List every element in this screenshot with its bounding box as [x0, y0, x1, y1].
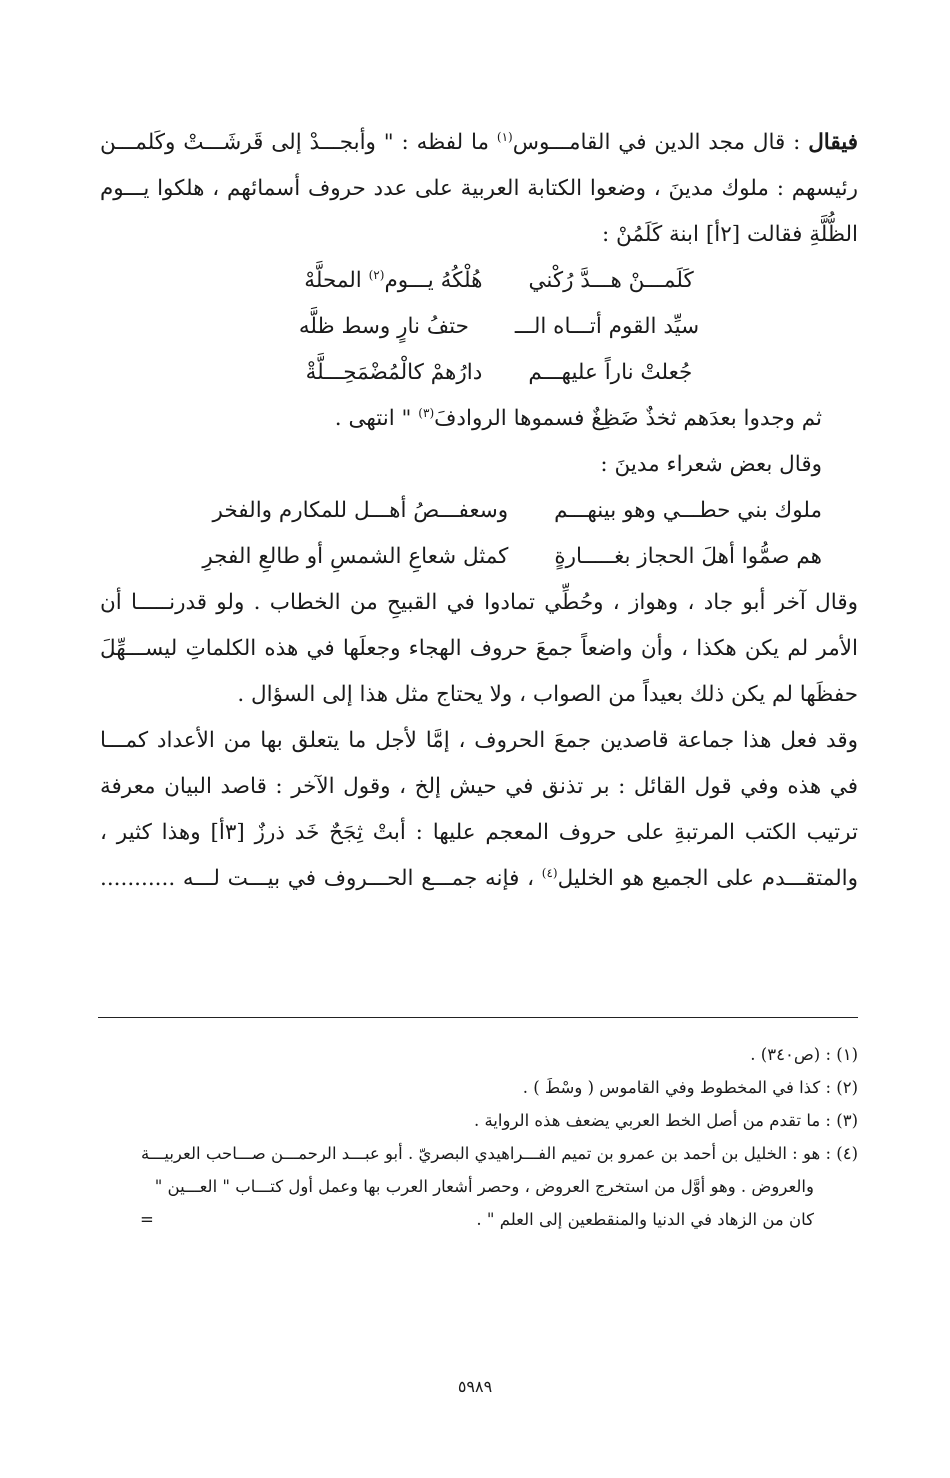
hemistich-right: ملوك بني حطـــي وهو بينهـــم [554, 498, 822, 523]
footnote-4-continuation: والعروض . وهو أوَّل من استخرج العروض ، وحصر أشعار العرب بها وعمل أول كتـــاب " العـــين " [154, 1177, 814, 1196]
hemistich-left: هُلْكُهُ يـــوم$^{(٢)}$ المحلَّهْ [304, 267, 483, 293]
hemistich-left: دارُهمْ كالْمُضْمَحِـــلَّةْ [305, 360, 483, 385]
paragraph-4: وقال آخر أبو جاد ، وهواز ، وحُطِّي تمادوا في القبيحِ من الخطاب . ولو قدرنـــــا أن الأمر لم يكن هكذا ، وأن واضعاً جمعَ حروف الهجاء وجعلَها في هذه الكلماتِ ليســـهِّلَ حفظَها لم يكن ذلك بعيداً من الصواب ، ولا يحتاج مثل هذا إلى السؤال . [100, 590, 858, 707]
page-number: ٥٩٨٩ [457, 1377, 493, 1396]
verse-line [100, 350, 858, 396]
footnotes [100, 1038, 858, 1236]
footnote-1: (١) : (ص٣٤٠) . [750, 1045, 858, 1064]
verse-line [100, 488, 858, 534]
hemistich-left: حتفُ نارٍ وسط ظلَّه [298, 314, 469, 339]
paragraph-1 [100, 120, 858, 258]
hemistich-left: كمثل شعاعِ الشمسِ أو طالعِ الفجرِ [202, 544, 509, 569]
paragraph-3: وقال بعض شعراء مدينَ : [600, 452, 822, 477]
paragraph-1-text-a: : قال مجد الدين في القامـــوس [512, 130, 809, 155]
paragraph-5: وقد فعل هذا جماعة قاصدين جمعَ الحروف ، إمَّا لأجل ما يتعلق بها من الأعداد كمـــا في هذه وفي قول القائل : بر تذنق في حيش إلخ ، وقول الآخر : قاصد البيان معرفة ترتيب الكتب المرتبةِ على حروف المعجم عليها : أبتْ ثِجَحٌ خَد ذرزٌ [٣أ] وهذا كثير ، والمتقـــدم على الجميع هو الخليل$^{(٤)}$ ، فإنه جمـــع الحـــروف في بيـــت لـــه ........... [100, 728, 859, 891]
ellipsis-dots: ........... [100, 866, 176, 891]
footnote-ref-1: (١) [496, 129, 513, 144]
poem-2 [100, 488, 858, 580]
verse-line [100, 258, 858, 304]
lead-word: فيقال [808, 130, 859, 155]
hemistich-right: جُعلتْ ناراً عليهـــم [528, 360, 693, 385]
continuation-mark: = [140, 1210, 154, 1229]
poem-1 [100, 258, 858, 396]
footnote-ref-2: (٢) [368, 267, 385, 282]
footnote-4-continuation: كان من الزهاد في الدنيا والمنقطعين إلى العلم " . = [100, 1203, 858, 1236]
footnote-ref-4: (٤) [541, 865, 558, 880]
footnote-ref-3: (٣) [418, 405, 435, 420]
footnote-3: (٣) : ما تقدم من أصل الخط العربي يضعف هذه الرواية . [473, 1111, 858, 1130]
hemistich-right: سيِّد القوم أتـــاه الـــ [514, 314, 700, 339]
paragraph-2: ثم وجدوا بعدَهم ثخذٌ ضَظِغٌ فسموها الروادفَ$^{(٣)}$ " انتهى . [334, 405, 822, 431]
footnote-4: (٤) : هو : الخليل بن أحمد بن عمرو بن تميم الفـــراهيدي البصريّ . أبو عبـــد الرحمـــن صـــاحب العربيـــة [141, 1144, 858, 1163]
hemistich-right: هم صمُّوا أهلَ الحجاز بغـــــارةٍ [554, 544, 822, 569]
verse-line [100, 304, 858, 350]
hemistich-right: كَلَمـــنْ هـــدَّ رُكْني [528, 268, 694, 293]
verse-line [100, 534, 858, 580]
hemistich-left: وسعفـــصُ أهـــل للمكارم والفخر [212, 498, 509, 523]
footnote-separator [98, 1017, 858, 1018]
footnote-2: (٢) : كذا في المخطوط وفي القاموس ( وسْطَ ) . [522, 1078, 858, 1097]
main-text [100, 120, 858, 902]
paragraph-1-text-b: ما لفظه : " وأبجـــدْ إلى قَرشَـــتْ وكَلمـــن رئيسهم : ملوك مدينَ ، وضعوا الكتابة العربية على عدد حروف أسمائهم ، هلكوا يـــوم الظُّلَّةِ فقالت [٢أ] ابنة كَلَمُنْ : [100, 130, 858, 247]
